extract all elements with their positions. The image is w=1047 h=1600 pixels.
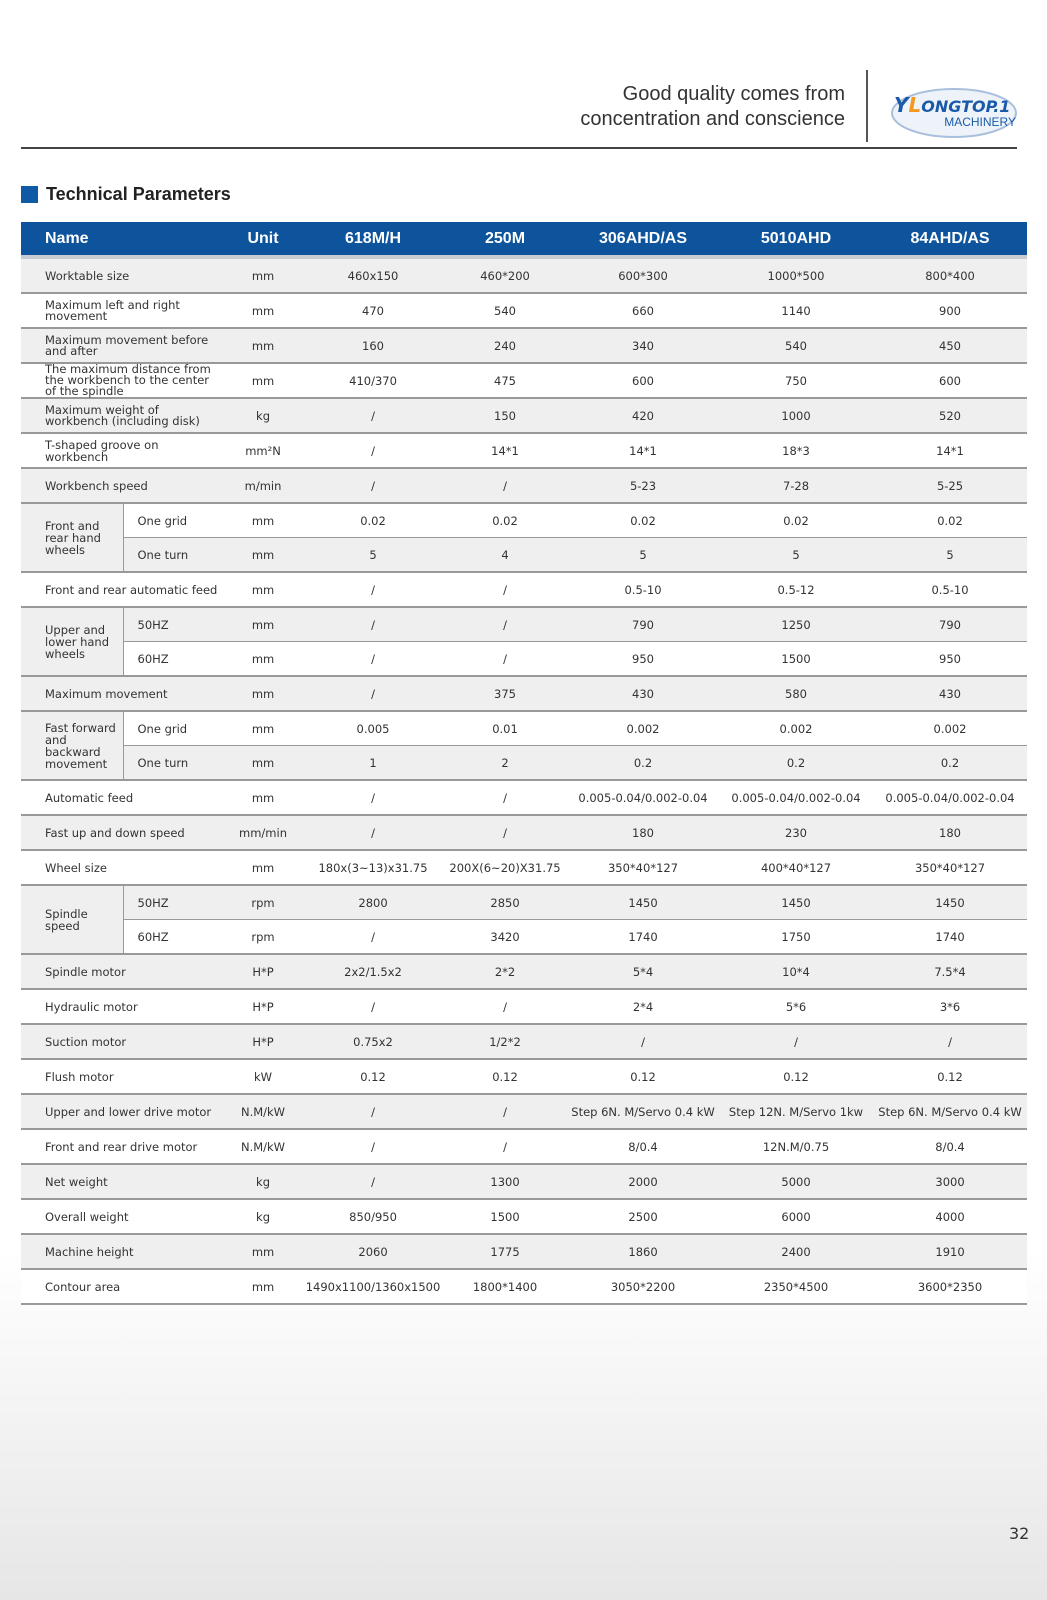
- row-unit: mm²N: [223, 433, 303, 468]
- table-row: [21, 920, 1027, 955]
- table-row: [21, 293, 1027, 328]
- cell-value: 420: [567, 398, 719, 433]
- cell-value: 1740: [567, 920, 719, 955]
- header-rule: [21, 147, 1017, 149]
- cell-value: 1860: [567, 1234, 719, 1269]
- cell-value: 8/0.4: [567, 1129, 719, 1164]
- cell-value: 12N.M/0.75: [719, 1129, 873, 1164]
- cell-value: 0.5-10: [873, 572, 1027, 607]
- cell-value: 3000: [873, 1164, 1027, 1199]
- row-label: Net weight: [21, 1164, 223, 1199]
- technical-parameters-table: [21, 222, 1027, 1305]
- row-unit: mm: [223, 257, 303, 293]
- table-row: [21, 328, 1027, 363]
- cell-value: /: [443, 989, 567, 1024]
- row-label: Spindle motor: [21, 954, 223, 989]
- row-label: Maximum movement: [21, 676, 223, 711]
- cell-value: 0.02: [873, 503, 1027, 538]
- cell-value: 2: [443, 746, 567, 781]
- cell-value: 790: [873, 607, 1027, 642]
- cell-value: 460x150: [303, 257, 443, 293]
- table-row: [21, 257, 1027, 293]
- cell-value: 0.12: [719, 1059, 873, 1094]
- cell-value: 5*4: [567, 954, 719, 989]
- row-unit: mm: [223, 850, 303, 885]
- row-label: Upper and lower drive motor: [21, 1094, 223, 1129]
- cell-value: 580: [719, 676, 873, 711]
- table-row: [21, 363, 1027, 398]
- row-label: T-shaped groove on workbench: [21, 433, 223, 468]
- cell-value: 475: [443, 363, 567, 398]
- row-label-wrap: Maximum left and right movement: [45, 297, 180, 323]
- row-label: Automatic feed: [21, 780, 223, 815]
- row-label: Suction motor: [21, 1024, 223, 1059]
- cell-value: Step 6N. M/Servo 0.4 kW: [567, 1094, 719, 1129]
- cell-value: 430: [873, 676, 1027, 711]
- cell-value: 350*40*127: [873, 850, 1027, 885]
- cell-value: 200X(6~20)X31.75: [443, 850, 567, 885]
- cell-value: 3600*2350: [873, 1269, 1027, 1304]
- cell-value: /: [303, 815, 443, 850]
- cell-value: 430: [567, 676, 719, 711]
- row-unit: kW: [223, 1059, 303, 1094]
- row-unit: mm: [223, 676, 303, 711]
- logo-subtitle: MACHINERY: [944, 115, 1016, 129]
- cell-value: 2060: [303, 1234, 443, 1269]
- row-unit: mm: [223, 293, 303, 328]
- cell-value: 5-23: [567, 468, 719, 503]
- row-sub-label: 50HZ: [123, 885, 223, 920]
- cell-value: 2350*4500: [719, 1269, 873, 1304]
- cell-value: /: [443, 815, 567, 850]
- row-label: Front and rear automatic feed: [21, 572, 223, 607]
- cell-value: /: [303, 468, 443, 503]
- cell-value: 0.12: [567, 1059, 719, 1094]
- row-label-wrap: Maximum movement before and after: [45, 332, 209, 358]
- cell-value: 0.02: [443, 503, 567, 538]
- tagline-line-2: concentration and conscience: [580, 108, 845, 130]
- page-number: 32: [1009, 1524, 1030, 1543]
- cell-value: 230: [719, 815, 873, 850]
- row-unit: H*P: [223, 989, 303, 1024]
- table-row: [21, 538, 1027, 573]
- cell-value: 790: [567, 607, 719, 642]
- cell-value: 5: [567, 538, 719, 573]
- row-unit: H*P: [223, 1024, 303, 1059]
- cell-value: 6000: [719, 1199, 873, 1234]
- row-group-label: Spindle speed: [21, 885, 123, 954]
- cell-value: 1/2*2: [443, 1024, 567, 1059]
- cell-value: 5*6: [719, 989, 873, 1024]
- row-unit: mm: [223, 711, 303, 746]
- cell-value: 1000: [719, 398, 873, 433]
- cell-value: 750: [719, 363, 873, 398]
- column-header-unit: Unit: [223, 222, 303, 257]
- table-row: [21, 503, 1027, 538]
- row-unit: H*P: [223, 954, 303, 989]
- cell-value: 7-28: [719, 468, 873, 503]
- cell-value: 375: [443, 676, 567, 711]
- row-sub-label: 60HZ: [123, 920, 223, 955]
- row-label: Wheel size: [21, 850, 223, 885]
- row-label: [21, 398, 223, 433]
- table-row: [21, 1269, 1027, 1304]
- cell-value: 0.005-0.04/0.002-0.04: [873, 780, 1027, 815]
- cell-value: 1910: [873, 1234, 1027, 1269]
- cell-value: 0.005-0.04/0.002-0.04: [567, 780, 719, 815]
- row-unit: mm: [223, 503, 303, 538]
- column-header-250m: 250M: [443, 222, 567, 257]
- row-unit: mm: [223, 642, 303, 677]
- table-row: [21, 1234, 1027, 1269]
- column-header-84ahd: 84AHD/AS: [873, 222, 1027, 257]
- cell-value: 460*200: [443, 257, 567, 293]
- row-sub-label: One turn: [123, 746, 223, 781]
- cell-value: 1: [303, 746, 443, 781]
- cell-value: 800*400: [873, 257, 1027, 293]
- table-row: [21, 642, 1027, 677]
- cell-value: 3420: [443, 920, 567, 955]
- cell-value: 0.12: [873, 1059, 1027, 1094]
- section-heading: [21, 184, 231, 205]
- table-row: [21, 815, 1027, 850]
- table-row: [21, 468, 1027, 503]
- cell-value: 180: [873, 815, 1027, 850]
- cell-value: 14*1: [873, 433, 1027, 468]
- table-row: [21, 1199, 1027, 1234]
- cell-value: /: [443, 642, 567, 677]
- cell-value: 1740: [873, 920, 1027, 955]
- logo-brand-prefix: Y: [894, 93, 909, 117]
- row-unit: mm: [223, 363, 303, 398]
- cell-value: /: [303, 642, 443, 677]
- row-unit: rpm: [223, 885, 303, 920]
- cell-value: 950: [873, 642, 1027, 677]
- section-square-icon: [21, 186, 38, 203]
- cell-value: 2*2: [443, 954, 567, 989]
- table-row: [21, 433, 1027, 468]
- company-logo: [890, 86, 1020, 140]
- cell-value: 1450: [873, 885, 1027, 920]
- cell-value: 0.2: [719, 746, 873, 781]
- cell-value: 0.01: [443, 711, 567, 746]
- cell-value: 850/950: [303, 1199, 443, 1234]
- table-row: [21, 1129, 1027, 1164]
- cell-value: 1500: [719, 642, 873, 677]
- cell-value: /: [303, 1129, 443, 1164]
- cell-value: /: [443, 1094, 567, 1129]
- cell-value: 400*40*127: [719, 850, 873, 885]
- row-label: Worktable size: [21, 257, 223, 293]
- cell-value: /: [303, 676, 443, 711]
- cell-value: 0.005-0.04/0.002-0.04: [719, 780, 873, 815]
- cell-value: 14*1: [443, 433, 567, 468]
- row-unit: mm: [223, 1269, 303, 1304]
- row-label-wrap: The maximum distance from the workbench to the center of the spindle: [45, 362, 211, 398]
- logo-brand-text: [894, 93, 1010, 117]
- cell-value: 350*40*127: [567, 850, 719, 885]
- cell-value: /: [303, 398, 443, 433]
- cell-value: 410/370: [303, 363, 443, 398]
- cell-value: 5: [303, 538, 443, 573]
- column-header-618mh: 618M/H: [303, 222, 443, 257]
- table-body: [21, 257, 1027, 1304]
- row-sub-label: One grid: [123, 503, 223, 538]
- row-unit: rpm: [223, 920, 303, 955]
- cell-value: 1490x1100/1360x1500: [303, 1269, 443, 1304]
- cell-value: 1250: [719, 607, 873, 642]
- cell-value: 2x2/1.5x2: [303, 954, 443, 989]
- row-unit: mm: [223, 607, 303, 642]
- cell-value: /: [719, 1024, 873, 1059]
- table-row: [21, 954, 1027, 989]
- cell-value: Step 6N. M/Servo 0.4 kW: [873, 1094, 1027, 1129]
- row-label: Fast up and down speed: [21, 815, 223, 850]
- cell-value: 1750: [719, 920, 873, 955]
- row-label: [21, 328, 223, 363]
- cell-value: 0.002: [719, 711, 873, 746]
- cell-value: /: [443, 780, 567, 815]
- column-header-5010ahd: 5010AHD: [719, 222, 873, 257]
- cell-value: 180x(3~13)x31.75: [303, 850, 443, 885]
- row-label: Hydraulic motor: [21, 989, 223, 1024]
- table-row: [21, 780, 1027, 815]
- row-unit: kg: [223, 1199, 303, 1234]
- cell-value: 4: [443, 538, 567, 573]
- table-row: [21, 885, 1027, 920]
- header-tagline: [580, 82, 845, 132]
- row-label: Machine height: [21, 1234, 223, 1269]
- row-unit: mm: [223, 328, 303, 363]
- cell-value: 540: [719, 328, 873, 363]
- cell-value: 0.005: [303, 711, 443, 746]
- table-row: [21, 398, 1027, 433]
- column-header-306ahd: 306AHD/AS: [567, 222, 719, 257]
- cell-value: 2000: [567, 1164, 719, 1199]
- cell-value: 5-25: [873, 468, 1027, 503]
- table-row: [21, 711, 1027, 746]
- cell-value: 470: [303, 293, 443, 328]
- cell-value: 150: [443, 398, 567, 433]
- cell-value: 0.002: [873, 711, 1027, 746]
- cell-value: /: [303, 989, 443, 1024]
- table-row: [21, 1094, 1027, 1129]
- cell-value: 5: [719, 538, 873, 573]
- cell-value: /: [443, 572, 567, 607]
- row-unit: mm: [223, 746, 303, 781]
- cell-value: Step 12N. M/Servo 1kw: [719, 1094, 873, 1129]
- section-title: Technical Parameters: [46, 184, 231, 204]
- cell-value: 3*6: [873, 989, 1027, 1024]
- cell-value: /: [443, 468, 567, 503]
- row-label: [21, 363, 223, 398]
- cell-value: /: [443, 607, 567, 642]
- table-row: [21, 746, 1027, 781]
- logo-brand-rest: ONGTOP.1: [921, 97, 1011, 116]
- table-row: [21, 1059, 1027, 1094]
- row-group-label: Upper and lower hand wheels: [21, 607, 123, 676]
- cell-value: 0.12: [443, 1059, 567, 1094]
- cell-value: 1140: [719, 293, 873, 328]
- cell-value: 2400: [719, 1234, 873, 1269]
- cell-value: 1300: [443, 1164, 567, 1199]
- cell-value: 2850: [443, 885, 567, 920]
- cell-value: 600: [873, 363, 1027, 398]
- table-row: [21, 1024, 1027, 1059]
- cell-value: 160: [303, 328, 443, 363]
- cell-value: 340: [567, 328, 719, 363]
- cell-value: 0.02: [303, 503, 443, 538]
- cell-value: 1000*500: [719, 257, 873, 293]
- row-unit: N.M/kW: [223, 1129, 303, 1164]
- table-row: [21, 989, 1027, 1024]
- cell-value: /: [303, 1164, 443, 1199]
- cell-value: 1450: [567, 885, 719, 920]
- cell-value: 600: [567, 363, 719, 398]
- cell-value: 1450: [719, 885, 873, 920]
- cell-value: /: [303, 607, 443, 642]
- table-header-row: [21, 222, 1027, 257]
- cell-value: 3050*2200: [567, 1269, 719, 1304]
- cell-value: /: [303, 920, 443, 955]
- cell-value: 5000: [719, 1164, 873, 1199]
- table-row: [21, 607, 1027, 642]
- row-unit: m/min: [223, 468, 303, 503]
- cell-value: 0.002: [567, 711, 719, 746]
- cell-value: 540: [443, 293, 567, 328]
- table-row: [21, 1164, 1027, 1199]
- row-label: [21, 293, 223, 328]
- row-unit: mm/min: [223, 815, 303, 850]
- row-unit: mm: [223, 572, 303, 607]
- cell-value: 660: [567, 293, 719, 328]
- row-unit: mm: [223, 538, 303, 573]
- cell-value: 0.02: [719, 503, 873, 538]
- row-unit: mm: [223, 780, 303, 815]
- logo-brand-accent: L: [908, 93, 922, 117]
- row-group-label: Fast forward and backward movement: [21, 711, 123, 780]
- header-divider: [866, 70, 868, 142]
- cell-value: 7.5*4: [873, 954, 1027, 989]
- cell-value: 520: [873, 398, 1027, 433]
- cell-value: /: [443, 1129, 567, 1164]
- cell-value: 180: [567, 815, 719, 850]
- table-row: [21, 676, 1027, 711]
- cell-value: /: [567, 1024, 719, 1059]
- cell-value: 10*4: [719, 954, 873, 989]
- cell-value: /: [873, 1024, 1027, 1059]
- cell-value: 5: [873, 538, 1027, 573]
- cell-value: 1800*1400: [443, 1269, 567, 1304]
- row-sub-label: One turn: [123, 538, 223, 573]
- table-row: [21, 572, 1027, 607]
- row-unit: mm: [223, 1234, 303, 1269]
- row-label: Overall weight: [21, 1199, 223, 1234]
- cell-value: 4000: [873, 1199, 1027, 1234]
- row-label: Flush motor: [21, 1059, 223, 1094]
- row-sub-label: One grid: [123, 711, 223, 746]
- cell-value: 2800: [303, 885, 443, 920]
- cell-value: 0.12: [303, 1059, 443, 1094]
- cell-value: 900: [873, 293, 1027, 328]
- cell-value: /: [303, 780, 443, 815]
- cell-value: /: [303, 572, 443, 607]
- cell-value: 0.5-10: [567, 572, 719, 607]
- cell-value: /: [303, 1094, 443, 1129]
- row-label: Workbench speed: [21, 468, 223, 503]
- cell-value: 0.2: [567, 746, 719, 781]
- cell-value: /: [303, 433, 443, 468]
- cell-value: 14*1: [567, 433, 719, 468]
- row-label: Contour area: [21, 1269, 223, 1304]
- row-unit: kg: [223, 398, 303, 433]
- cell-value: 1775: [443, 1234, 567, 1269]
- cell-value: 450: [873, 328, 1027, 363]
- row-sub-label: 60HZ: [123, 642, 223, 677]
- row-unit: kg: [223, 1164, 303, 1199]
- row-label: Front and rear drive motor: [21, 1129, 223, 1164]
- row-label-wrap: Maximum weight of workbench (including disk): [45, 402, 200, 428]
- cell-value: 0.2: [873, 746, 1027, 781]
- cell-value: 2*4: [567, 989, 719, 1024]
- row-unit: N.M/kW: [223, 1094, 303, 1129]
- cell-value: 0.5-12: [719, 572, 873, 607]
- cell-value: 8/0.4: [873, 1129, 1027, 1164]
- cell-value: 1500: [443, 1199, 567, 1234]
- cell-value: 0.75x2: [303, 1024, 443, 1059]
- cell-value: 2500: [567, 1199, 719, 1234]
- row-sub-label: 50HZ: [123, 607, 223, 642]
- column-header-name: Name: [21, 222, 223, 257]
- cell-value: 240: [443, 328, 567, 363]
- tagline-line-1: Good quality comes from: [622, 83, 845, 105]
- cell-value: 950: [567, 642, 719, 677]
- cell-value: 18*3: [719, 433, 873, 468]
- row-group-label: Front and rear hand wheels: [21, 503, 123, 572]
- cell-value: 600*300: [567, 257, 719, 293]
- table-row: [21, 850, 1027, 885]
- cell-value: 0.02: [567, 503, 719, 538]
